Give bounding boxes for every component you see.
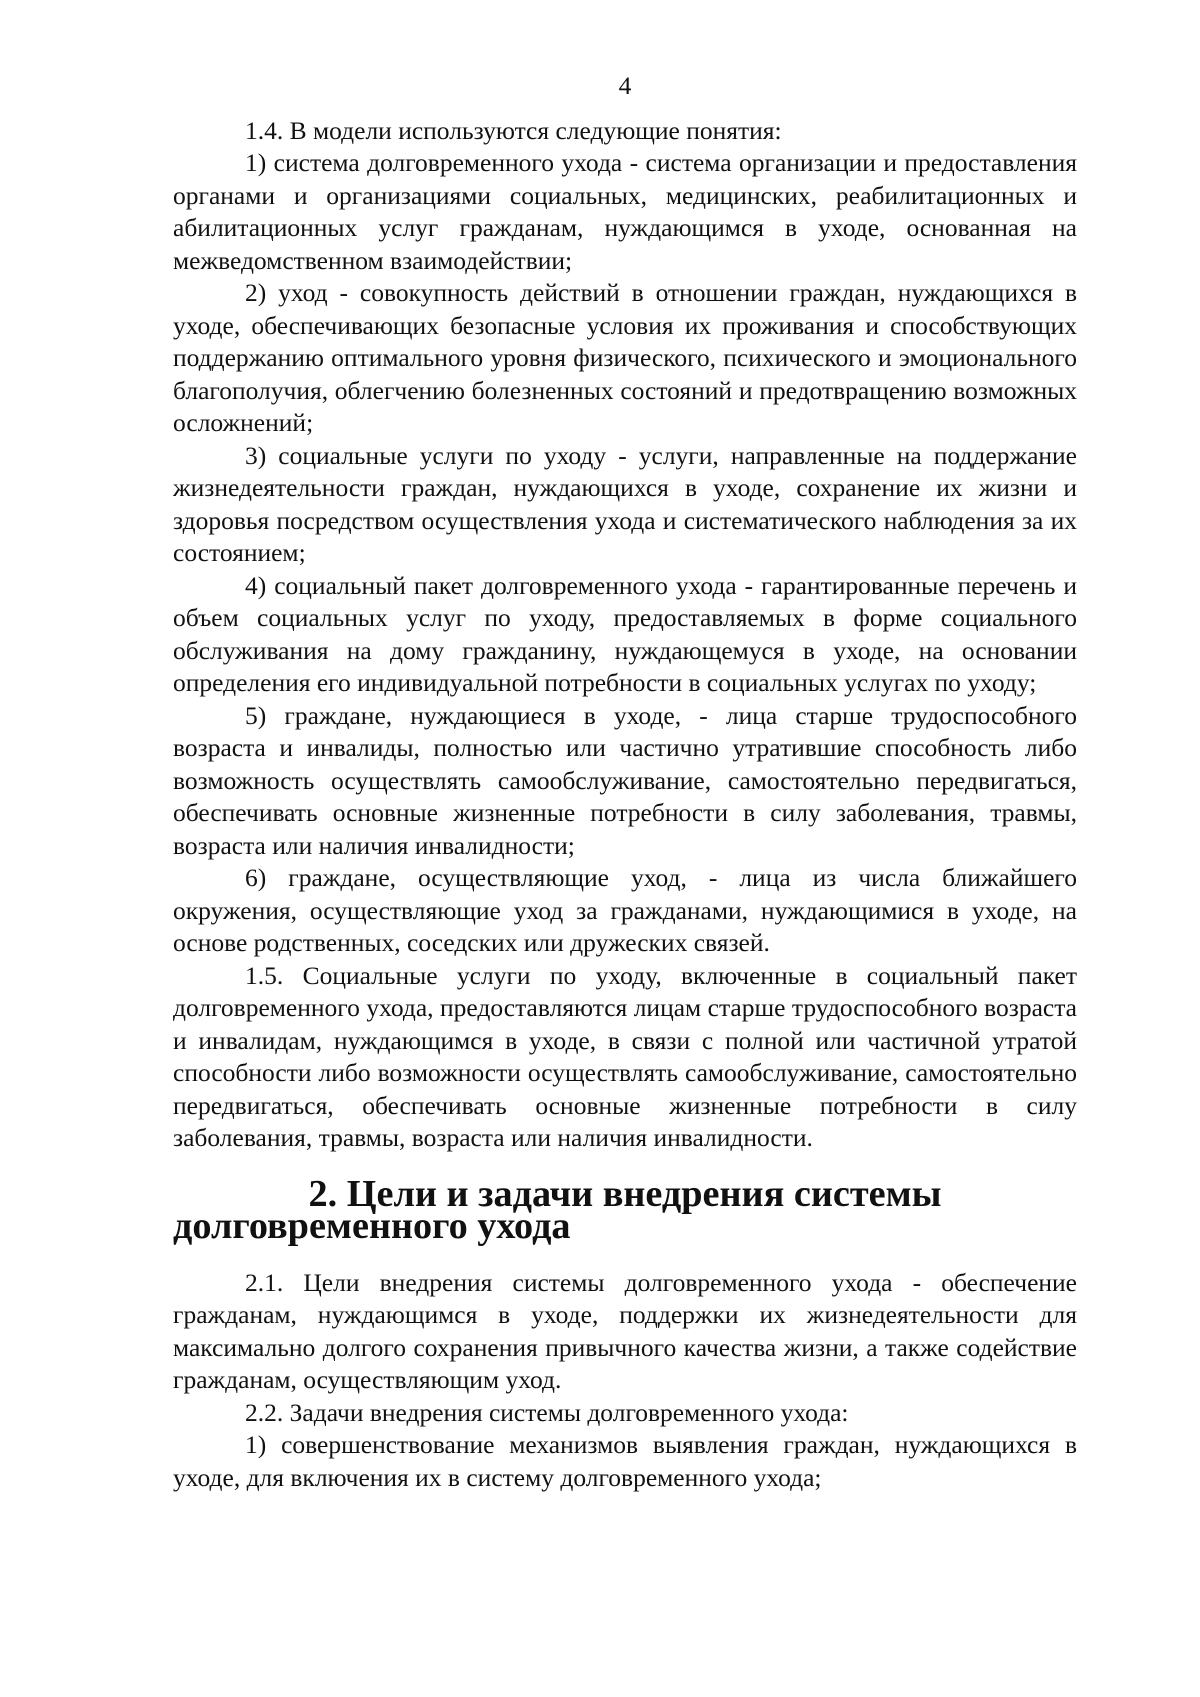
document-page	[173, 70, 1077, 1494]
task-item-1: 1) совершенствование механизмов выявления граждан, нуждающихся в уходе, для включения их в систему долговременного ухода;	[173, 1430, 1077, 1492]
definition-item-5: 5) граждане, нуждающиеся в уходе, - лица старше трудоспособного возраста и инвалиды, полностью или частично утратившие способность либо возможность осуществлять самообслуживание, самостоятельно передвигаться, обеспечивать основные жизненные потребности в силу заболевания, травмы, возраста или наличия инвалидности;	[173, 700, 1077, 860]
paragraph-2-2: 2.2. Задачи внедрения системы долговременного ухода:	[245, 1397, 849, 1427]
paragraph-1-4: 1.4. В модели используются следующие понятия:	[245, 115, 782, 145]
definition-item-6: 6) граждане, осуществляющие уход, - лица из числа ближайшего окружения, осуществляющие уход за гражданами, нуждающимися в уходе, на основе родственных, соседских или дружеских связей.	[173, 863, 1077, 957]
paragraph-2-1: 2.1. Цели внедрения системы долговременного ухода - обеспечение гражданам, нуждающимся в уходе, поддержки их жизнедеятельности для максимально долгого сохранения привычного качества жизни, а также содействие гражданам, осуществляющим уход.	[173, 1267, 1077, 1394]
section-heading-2: 2. Цели и задачи внедрения системы долговременного ухода	[173, 1172, 942, 1247]
definition-item-2: 2) уход - совокупность действий в отношении граждан, нуждающихся в уходе, обеспечивающих безопасные условия их проживания и способствующих поддержанию оптимального уровня физического, психического и эмоционального благополучия, облегчению болезненных состояний и предотвращению возможных осложнений;	[173, 278, 1077, 437]
page-number: 4	[618, 71, 632, 100]
definition-item-1: 1) система долговременного ухода - система организации и предоставления органами и организациями социальных, медицинских, реабилитационных и абилитационных услуг гражданам, нуждающимся в уходе, основанная на межведомственном взаимодействии;	[173, 148, 1077, 275]
definition-item-3: 3) социальные услуги по уходу - услуги, направленные на поддержание жизнедеятельности граждан, нуждающихся в уходе, сохранение их жизни и здоровья посредством осуществления ухода и систематического наблюдения за их состоянием;	[173, 440, 1077, 567]
paragraph-1-5: 1.5. Социальные услуги по уходу, включенные в социальный пакет долговременного ухода, предоставляются лицам старше трудоспособного возраста и инвалидам, нуждающимся в уходе, в связи с полной или частичной утратой способности либо возможности осуществлять самообслуживание, самостоятельно передвигаться, обеспечивать основные жизненные потребности в силу заболевания, травмы, возраста или наличия инвалидности.	[173, 960, 1077, 1152]
definition-item-4: 4) социальный пакет долговременного ухода - гарантированные перечень и объем социальных услуг по уходу, предоставляемых в форме социального обслуживания на дому гражданину, нуждающемуся в уходе, на основании определения его индивидуальной потребности в социальных услугах по уходу;	[173, 570, 1077, 697]
